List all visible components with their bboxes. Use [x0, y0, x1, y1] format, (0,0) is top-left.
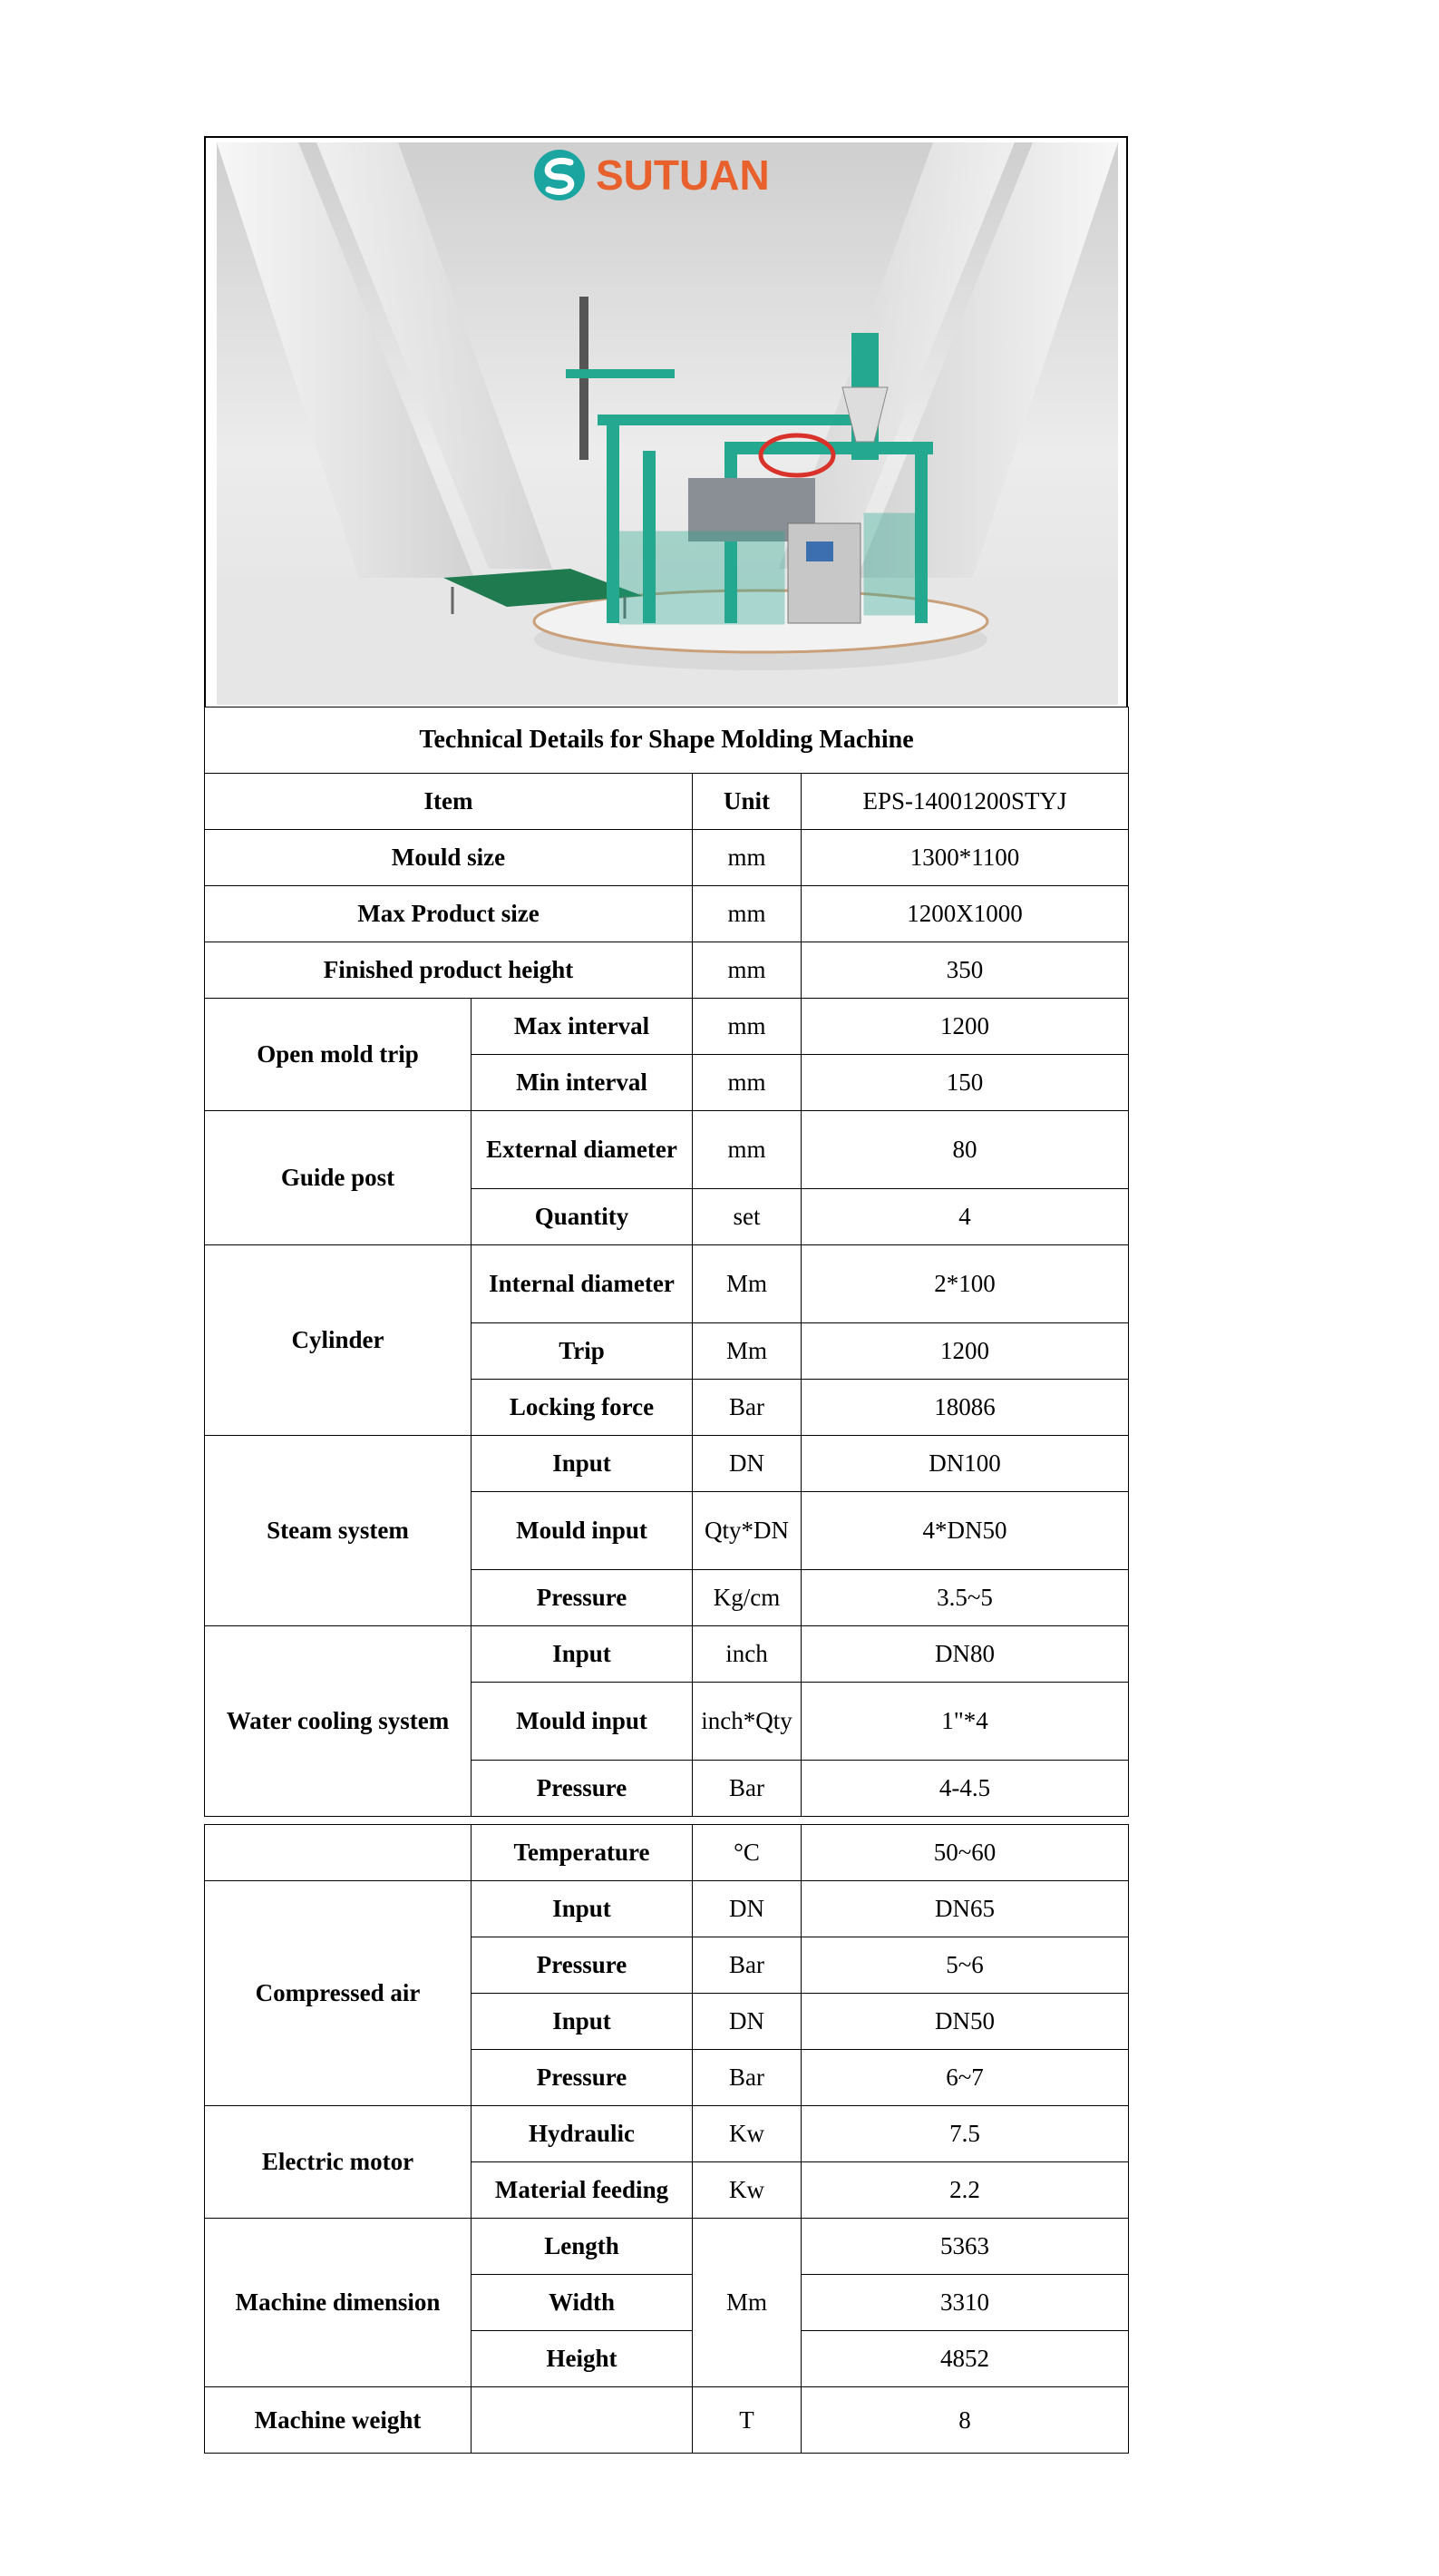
row-label: Temperature: [472, 1825, 693, 1881]
group-label: Electric motor: [205, 2106, 472, 2219]
spec-document: [204, 136, 1128, 2454]
table-row: [205, 999, 1129, 1055]
row-label: Internal diameter: [472, 1245, 693, 1323]
row-unit: Qty*DN: [693, 1492, 802, 1570]
row-unit: Kw: [693, 2106, 802, 2162]
row-label: Input: [472, 1436, 693, 1492]
row-unit: Mm: [693, 1245, 802, 1323]
row-value: 80: [802, 1111, 1129, 1189]
page-title: Technical Details for Shape Molding Machine: [205, 707, 1129, 774]
group-label: Steam system: [205, 1436, 472, 1626]
table-row: [205, 1436, 1129, 1492]
row-label: Max Product size: [205, 886, 693, 942]
row-label: Trip: [472, 1323, 693, 1380]
spec-table-bottom: [204, 1824, 1129, 2454]
row-label: Locking force: [472, 1380, 693, 1436]
row-unit: set: [693, 1189, 802, 1245]
row-value: 4*DN50: [802, 1492, 1129, 1570]
row-label: Pressure: [472, 2050, 693, 2106]
row-unit: Mm: [693, 1323, 802, 1380]
row-unit: °C: [693, 1825, 802, 1881]
group-label: Open mold trip: [205, 999, 472, 1111]
row-value: DN50: [802, 1994, 1129, 2050]
group-label: Water cooling system: [205, 1626, 472, 1817]
row-value: 18086: [802, 1380, 1129, 1436]
row-value: 1"*4: [802, 1683, 1129, 1761]
row-unit: inch: [693, 1626, 802, 1683]
row-value: 50~60: [802, 1825, 1129, 1881]
row-unit: mm: [693, 1055, 802, 1111]
sutuan-logo: [534, 150, 770, 200]
row-label: Material feeding: [472, 2162, 693, 2219]
row-label: Max interval: [472, 999, 693, 1055]
row-unit: DN: [693, 1994, 802, 2050]
row-value: 1200: [802, 1323, 1129, 1380]
row-value: 1200: [802, 999, 1129, 1055]
row-label: Pressure: [472, 1570, 693, 1626]
row-unit: Bar: [693, 1761, 802, 1817]
empty-cell: [472, 2387, 693, 2454]
row-label: Quantity: [472, 1189, 693, 1245]
table-row: [205, 2219, 1129, 2275]
row-value: 4-4.5: [802, 1761, 1129, 1817]
row-value: 3.5~5: [802, 1570, 1129, 1626]
row-value: 5~6: [802, 1937, 1129, 1994]
row-unit: inch*Qty: [693, 1683, 802, 1761]
row-label: Pressure: [472, 1937, 693, 1994]
table-row: [205, 1626, 1129, 1683]
row-label: Mould input: [472, 1492, 693, 1570]
row-label: Mould size: [205, 830, 693, 886]
row-value: DN65: [802, 1881, 1129, 1937]
row-unit: Bar: [693, 1937, 802, 1994]
row-unit: mm: [693, 1111, 802, 1189]
machine-product-image: [217, 142, 1118, 705]
table-row: [205, 1111, 1129, 1189]
group-label: Compressed air: [205, 1881, 472, 2106]
table-gap: [204, 1817, 1128, 1824]
header-item: Item: [205, 774, 693, 830]
row-unit: T: [693, 2387, 802, 2454]
group-label: Cylinder: [205, 1245, 472, 1436]
table-row: [205, 1881, 1129, 1937]
row-value: 2*100: [802, 1245, 1129, 1323]
row-unit: DN: [693, 1881, 802, 1937]
row-value: 4: [802, 1189, 1129, 1245]
row-value: 6~7: [802, 2050, 1129, 2106]
row-unit: mm: [693, 886, 802, 942]
row-label: Hydraulic: [472, 2106, 693, 2162]
row-label: Input: [472, 1881, 693, 1937]
row-label: Machine weight: [205, 2387, 472, 2454]
header-model: EPS-14001200STYJ: [802, 774, 1129, 830]
table-row: [205, 886, 1129, 942]
row-value: 1200X1000: [802, 886, 1129, 942]
row-value: 4852: [802, 2331, 1129, 2387]
row-label: Length: [472, 2219, 693, 2275]
row-value: 1300*1100: [802, 830, 1129, 886]
row-value: 7.5: [802, 2106, 1129, 2162]
row-value: DN100: [802, 1436, 1129, 1492]
row-unit: mm: [693, 999, 802, 1055]
row-unit: mm: [693, 942, 802, 999]
row-unit: Kg/cm: [693, 1570, 802, 1626]
row-value: 8: [802, 2387, 1129, 2454]
table-row: [205, 1825, 1129, 1881]
row-label: External diameter: [472, 1111, 693, 1189]
table-row: [205, 942, 1129, 999]
row-unit: Bar: [693, 2050, 802, 2106]
spec-table-top: [204, 707, 1129, 1817]
row-label: Mould input: [472, 1683, 693, 1761]
row-value: 2.2: [802, 2162, 1129, 2219]
row-label: Input: [472, 1626, 693, 1683]
row-unit: Bar: [693, 1380, 802, 1436]
group-label: Machine dimension: [205, 2219, 472, 2387]
row-value: DN80: [802, 1626, 1129, 1683]
row-unit: Kw: [693, 2162, 802, 2219]
row-label: Height: [472, 2331, 693, 2387]
row-unit: mm: [693, 830, 802, 886]
row-value: 3310: [802, 2275, 1129, 2331]
row-label: Finished product height: [205, 942, 693, 999]
table-row: [205, 830, 1129, 886]
product-image-frame: [204, 136, 1128, 707]
table-row: [205, 2106, 1129, 2162]
brand-name: SUTUAN: [596, 151, 770, 199]
row-unit: Mm: [693, 2219, 802, 2387]
row-value: 5363: [802, 2219, 1129, 2275]
row-label: Pressure: [472, 1761, 693, 1817]
row-value: 150: [802, 1055, 1129, 1111]
empty-cell: [205, 1825, 472, 1881]
table-row: [205, 1245, 1129, 1323]
header-unit: Unit: [693, 774, 802, 830]
row-unit: DN: [693, 1436, 802, 1492]
row-label: Min interval: [472, 1055, 693, 1111]
group-label: Guide post: [205, 1111, 472, 1245]
row-value: 350: [802, 942, 1129, 999]
row-label: Input: [472, 1994, 693, 2050]
table-row: [205, 2387, 1129, 2454]
row-label: Width: [472, 2275, 693, 2331]
